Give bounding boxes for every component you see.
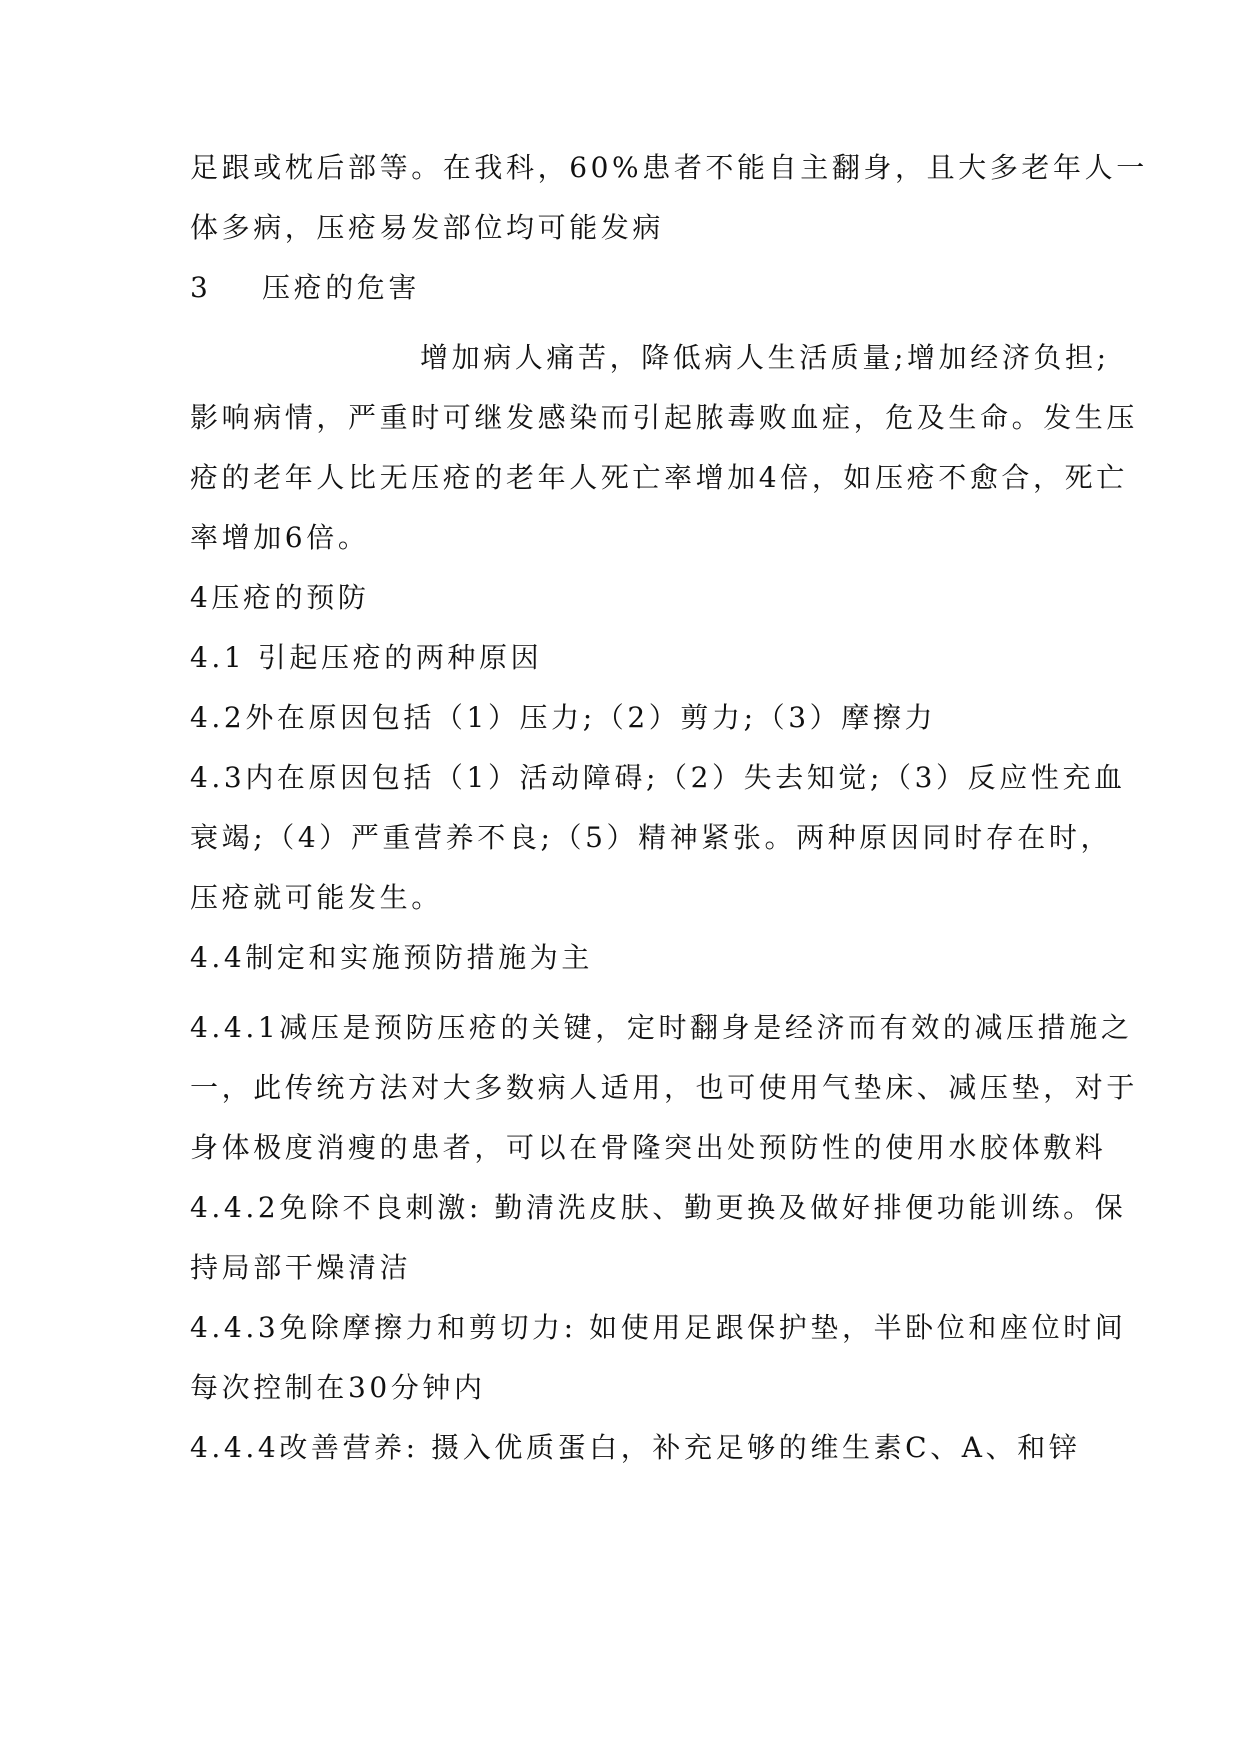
text-line: 足跟或枕后部等。在我科，60%患者不能自主翻身，且大多老年人一: [190, 151, 1148, 184]
text-line: 率增加6倍。: [190, 521, 370, 554]
text-line: 4压疮的预防: [190, 581, 370, 614]
text-line: 4.1 引起压疮的两种原因: [190, 641, 543, 674]
text-line: 一，此传统方法对大多数病人适用，也可使用气垫床、减压垫，对于: [190, 1071, 1139, 1104]
text-line: 4.2外在原因包括（1）压力;（2）剪力;（3）摩擦力: [190, 701, 937, 734]
text-line: 影响病情，严重时可继发感染而引起脓毒败血症，危及生命。发生压: [190, 401, 1139, 434]
text-line: 4.4制定和实施预防措施为主: [190, 941, 593, 974]
text-line: 4.4.1减压是预防压疮的关键，定时翻身是经济而有效的减压措施之: [190, 1011, 1133, 1044]
text-line: 增加病人痛苦，降低病人生活质量;增加经济负担;: [420, 341, 1110, 374]
text-line: 4.3内在原因包括（1）活动障碍;（2）失去知觉;（3）反应性充血: [190, 761, 1126, 794]
text-line: 身体极度消瘦的患者，可以在骨隆突出处预防性的使用水胶体敷料: [190, 1131, 1107, 1164]
text-line: 疮的老年人比无压疮的老年人死亡率增加4倍，如压疮不愈合，死亡: [190, 461, 1128, 494]
text-line: 4.4.4改善营养: 摄入优质蛋白，补充足够的维生素C、A、和锌: [190, 1431, 1081, 1464]
section-heading: [190, 268, 1060, 308]
section-number: 3: [190, 271, 212, 304]
text-line: 4.4.2免除不良刺激: 勤清洗皮肤、勤更换及做好排便功能训练。保: [190, 1191, 1127, 1224]
text-line: 持局部干燥清洁: [190, 1251, 412, 1284]
text-line: 4.4.3免除摩擦力和剪切力: 如使用足跟保护垫，半卧位和座位时间: [190, 1311, 1127, 1344]
text-line: 每次控制在30分钟内: [190, 1371, 486, 1404]
text-line: 压疮就可能发生。: [190, 881, 443, 914]
section-title: 压疮的危害: [262, 271, 421, 304]
text-line: 体多病，压疮易发部位均可能发病: [190, 211, 665, 244]
text-line: 衰竭;（4）严重营养不良;（5）精神紧张。两种原因同时存在时，: [190, 821, 1113, 854]
